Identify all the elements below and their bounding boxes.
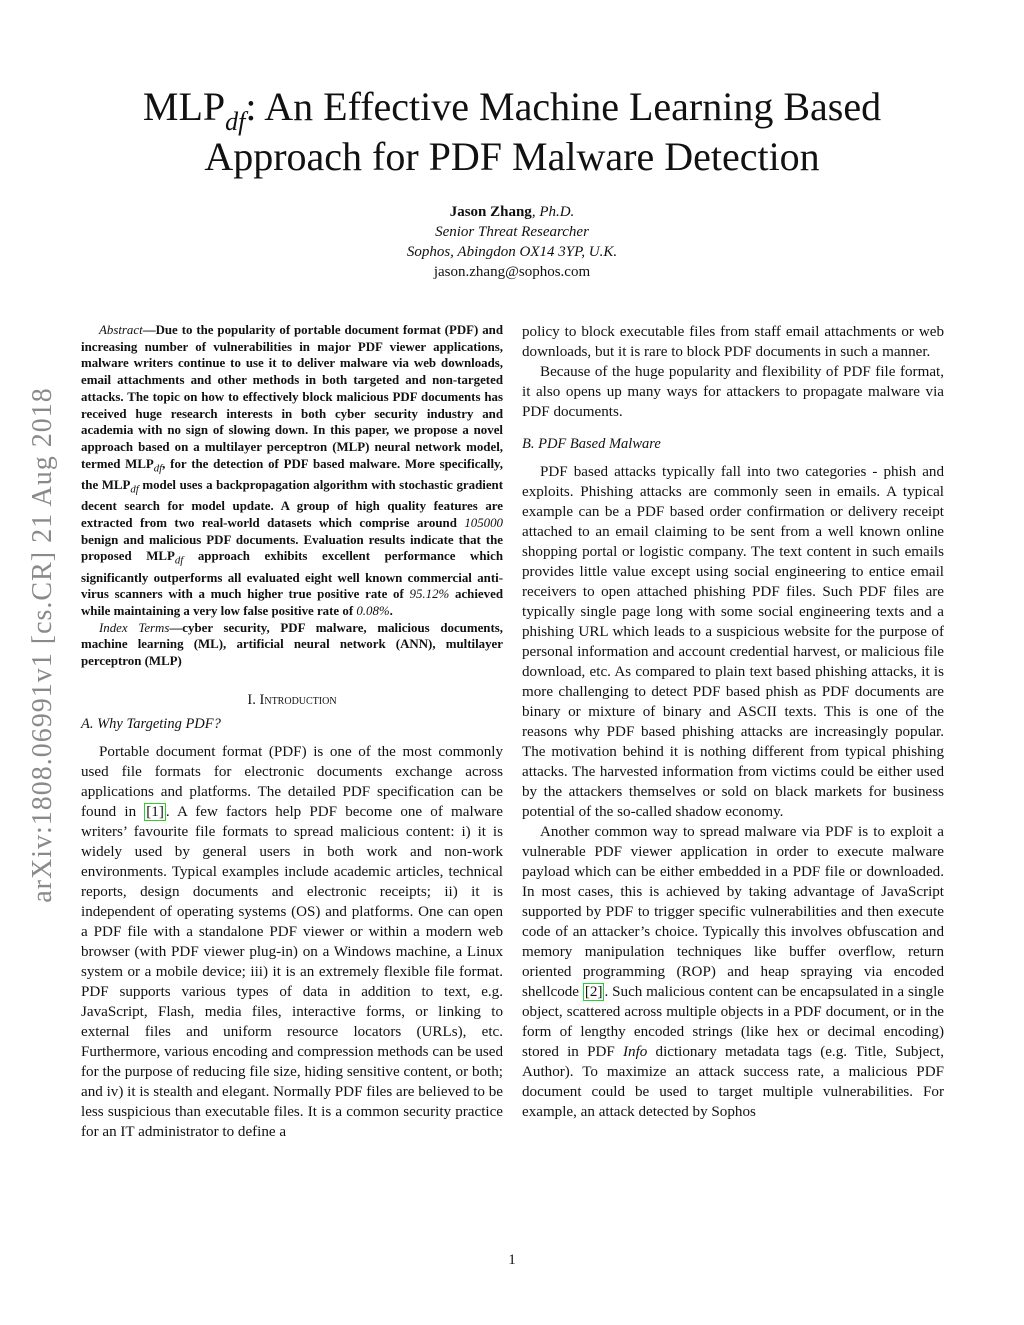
section-title: Introduction	[259, 691, 337, 708]
index-terms-label: Index Terms	[99, 620, 170, 635]
right-paragraph-4	[522, 822, 944, 1122]
abstract-num-1: 105000	[464, 515, 503, 530]
abstract-text-3: model uses a backpropagation algorithm with stochastic gradient decent search for model update. A group of high quality features are extracted from two real-world datasets which comprise around	[81, 477, 504, 530]
citation-link-2[interactable]: [2]	[584, 984, 603, 1000]
abstract-text-2: , for the detection of PDF based malware. More specifically, the MLP	[81, 456, 503, 492]
right-p4-italic: Info	[623, 1044, 648, 1060]
subsection-heading-b: B. PDF Based Malware	[522, 436, 661, 452]
abstract	[81, 322, 503, 670]
right-body-bottom	[522, 462, 944, 1122]
right-p4-text-3: dictionary metadata tags (e.g. Title, Subject, Author). To maximize an attack success rate, a malicious PDF document could be used to target multiple vulnerabilities. For example, an attack detected by Sophos	[522, 1044, 944, 1120]
author-block	[80, 202, 944, 282]
subsection-heading-a: A. Why Targeting PDF?	[81, 715, 221, 732]
right-body-top	[522, 322, 944, 422]
author-name: Jason Zhang	[449, 204, 532, 220]
author-position: Senior Threat Researcher	[435, 224, 589, 240]
citation-link-1[interactable]: [1]	[146, 803, 164, 820]
left-column	[81, 322, 503, 1142]
title-line1-rest: : An Effective Machine Learning Based	[245, 84, 882, 129]
intro-text-1: Portable document format (PDF) is one of the most commonly used file formats for electronic documents exchange across applications and platforms. The detailed PDF specification can be found in	[81, 743, 503, 820]
abstract-text-7: .	[389, 603, 393, 618]
right-p4-text-1: Another common way to spread malware via PDF is to exploit a vulnerable PDF viewer application in order to execute malware payload which can be either embedded in a PDF file or downloaded. In most cases, this is achieved by taking advantage of JavaScript supported by PDF to trigger specific vulnerabilities and then execute code of an attacker’s choice. Typically this involves obfuscation and memory manipulation techniques like buffer overflow, return oriented programming (ROP) and heap spraying via encoded shellcode	[522, 824, 944, 1000]
section-heading-introduction	[81, 690, 503, 710]
abstract-num-3: 0.08%	[356, 603, 390, 618]
abstract-num-2: 95.12%	[409, 587, 450, 602]
title-line2: Approach for PDF Malware Detection	[204, 134, 820, 179]
right-column	[522, 322, 944, 1122]
abstract-sub-3: df	[174, 554, 184, 567]
abstract-text-6: achieved while maintaining a very low false positive rate of	[81, 587, 503, 618]
author-email[interactable]: jason.zhang@sophos.com	[433, 264, 591, 280]
abstract-sub-1: df	[153, 462, 163, 475]
right-paragraph-3: PDF based attacks typically fall into two categories - phish and exploits. Phishing attacks are commonly seen in emails. A typical example can be a PDF based order confirmation or delivery receipt attached to an email claiming to be sent from a well known online shopping portal or logistic company. The text content in such emails provides little value except using social engineering to entice email receivers to open attached phishing PDF files. Such PDF files are typically single page long with some social engineering texts and a phishing URL which leads to a suspicious website for the purpose of personal information and account credential harvest, or malicious file download, etc. As compared to plain text based phishing attacks, it is more challenging to detect PDF based phish as PDF documents are binary or mixture of binary and ASCII texts. This is one of the reasons why PDF based phishing attacks are increasingly popular. The motivation behind it is nothing different from typical phishing attacks. The harvested information from victims could be either used by the attackers themselves or sold on black markets for business potential of the so-called shadow economy.	[522, 464, 944, 820]
paper-title	[80, 82, 944, 182]
intro-paragraph	[81, 742, 503, 1142]
index-terms-text: cyber security, PDF malware, malicious documents, machine learning (ML), artificial neural network (ANN), multilayer perceptron (MLP)	[81, 620, 503, 669]
right-paragraph-1: policy to block executable files from staff email attachments or web downloads, but it is rare to block PDF documents in such a manner.	[522, 324, 944, 360]
abstract-sub-2: df	[130, 483, 139, 496]
right-p4-text-2: . Such malicious content can be encapsulated in a single object, scattered across multiple objects in a PDF document, or in the form of lengthy encoded strings (like hex or decimal encoding) stored in PDF	[522, 984, 944, 1060]
title-prefix: MLP	[142, 84, 226, 129]
abstract-text-4: benign and malicious PDF documents. Evaluation results indicate that the proposed MLP	[81, 532, 503, 564]
title-subscript: df	[225, 107, 246, 136]
page-number: 1	[508, 1252, 516, 1268]
right-paragraph-2: Because of the huge popularity and flexibility of PDF file format, it also opens up many ways for attackers to propagate malware via PDF documents.	[522, 364, 944, 420]
abstract-dash: —	[142, 323, 156, 337]
author-affiliation: Sophos, Abingdon OX14 3YP, U.K.	[406, 244, 618, 260]
abstract-text-5: approach exhibits excellent performance which significantly outperforms all evaluated eight well known commercial anti-virus scanners with a much higher true positive rate of	[81, 549, 503, 602]
abstract-label: Abstract	[99, 323, 143, 337]
section-number: I.	[247, 691, 260, 708]
arxiv-stamp-text: arXiv:1808.06991v1 [cs.CR] 21 Aug 2018	[27, 387, 58, 903]
author-degree: , Ph.D.	[531, 204, 575, 220]
index-terms-dash: —	[169, 620, 183, 635]
abstract-text-1: Due to the popularity of portable document format (PDF) and increasing number of vulnerabilities in major PDF viewer applications, malware writers continue to use it to deliver malware via web downloads, email attachments and other methods in both targeted and non-targeted attacks. The topic on how to effectively block malicious PDF documents has received huge research interests in both cyber security industry and academia with no sign of slowing down. In this paper, we propose a novel approach based on a multilayer perceptron (MLP) neural network model, termed MLP	[81, 323, 503, 471]
arxiv-stamp	[18, 350, 68, 940]
intro-text-2: . A few factors help PDF become one of malware writers’ favourite file formats to spread malicious content: i) it is widely used by general users in both work and non-work environments. Typical examples include academic articles, technical reports, design documents and electronic receipts; ii) it is independent of operating systems (OS) and platforms. One can open a PDF file with a standalone PDF viewer or within a modern web browser (with PDF viewer plug-in) on a Windows machine, a Linux system or a mobile device; iii) it is an extremely flexible file format. PDF supports various types of data in addition to text, e.g. JavaScript, Flash, media files, interactive forms, or linking to external files and uniform resource locators (URLs), etc. Furthermore, various encoding and compression methods can be used for the purpose of reducing file size, hiding sensitive content, or both; and iv) it is stealth and elegant. Normally PDF files are believed to be less suspicious than executable files. It is a common security practice for an IT administrator to define a	[81, 803, 503, 1140]
